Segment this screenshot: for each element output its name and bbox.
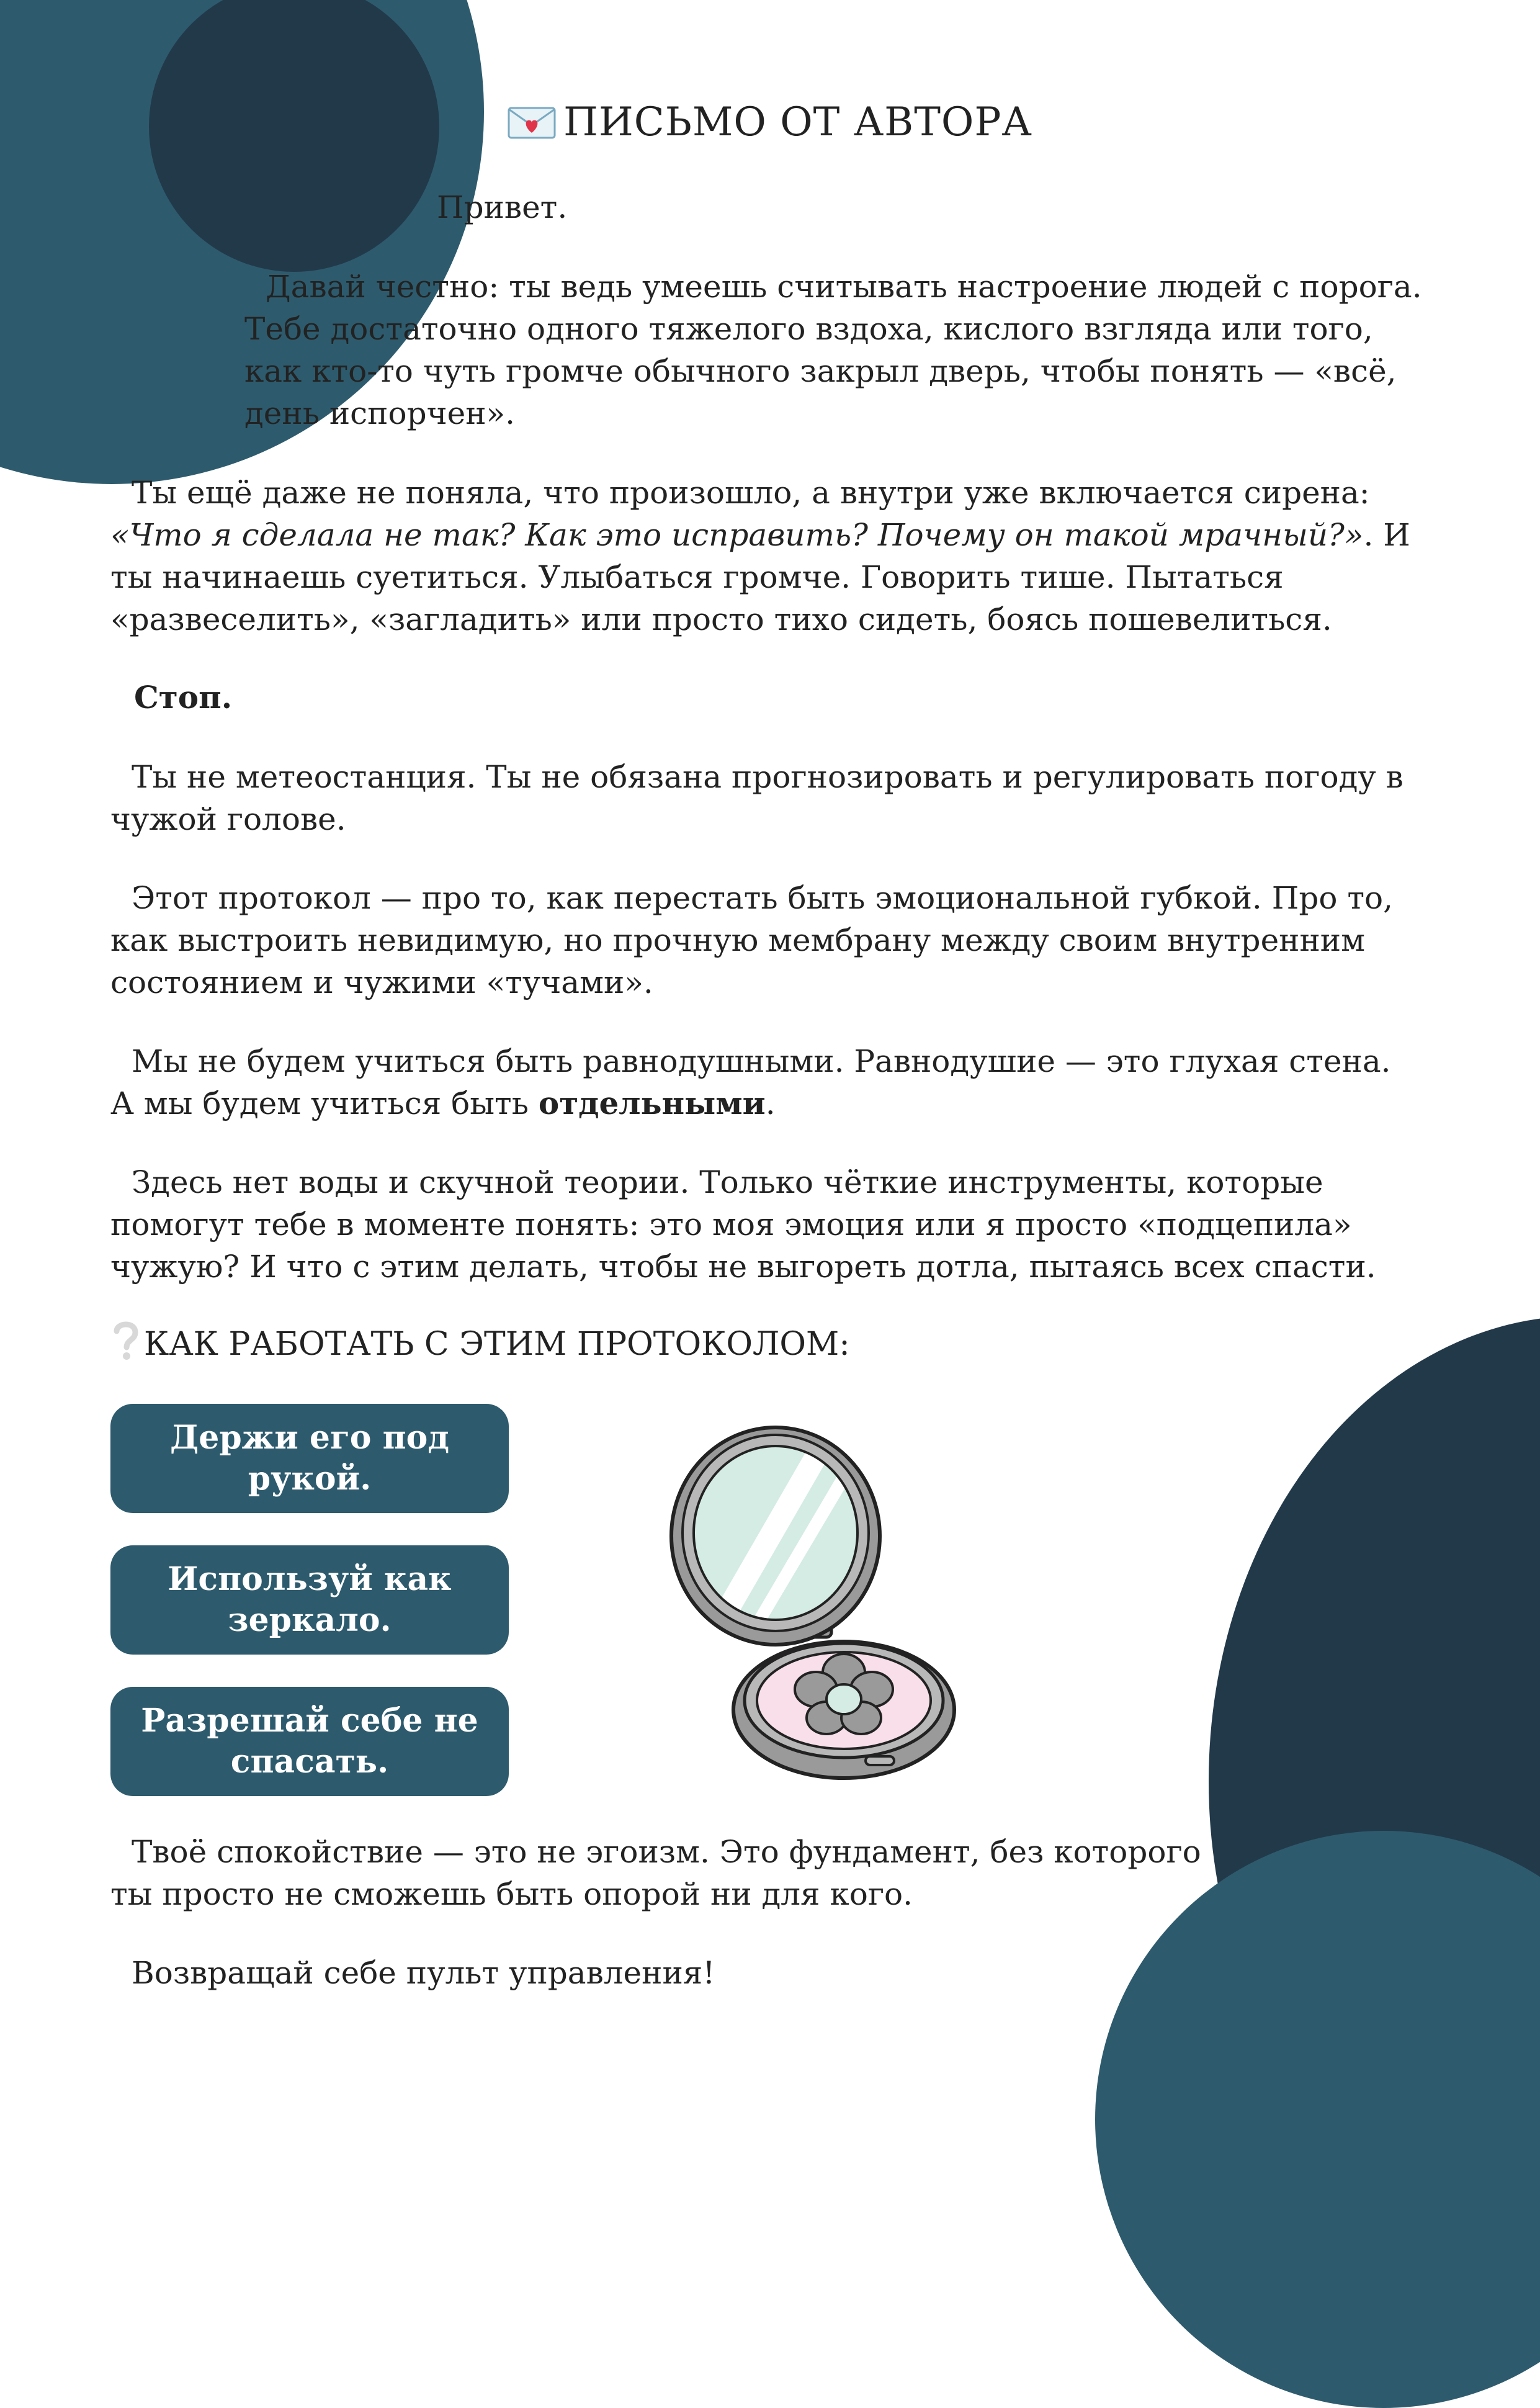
paragraph-tools: Здесь нет воды и скучной теории. Только чёткие инструменты, которые помогут тебе в моменте понять: это моя эмоция или я просто «подцепила» чужую? И что с этим делать, чтобы не выгореть дотла, пытаясь всех спасти. <box>110 1164 1376 1285</box>
decor-circle-teal-bottom-right <box>1095 1831 1540 2408</box>
paragraph-siren: Ты ещё даже не поняла, что произошло, а внутри уже включается сирена: «Что я сделала не так? Как это исправить? Почему он такой мрачный?». И ты начинаешь суетиться. Улыбаться громче. Говорить тише. Пытаться «развеселить», «загладить» или просто тихо сидеть, боясь пошевелиться. <box>110 475 1410 637</box>
section-heading-text: КАК РАБОТАТЬ С ЭТИМ ПРОТОКОЛОМ: <box>144 1326 850 1363</box>
paragraph-calm: Твоё спокойствие — это не эгоизм. Это фундамент, без которого ты просто не сможешь быть опорой ни для кого. <box>110 1834 1201 1912</box>
paragraph-intro: Давай честно: ты ведь умеешь считывать настроение людей с порога. Тебе достаточно одного тяжелого вздоха, кислого взгляда или того, как кто-то чуть громче обычного закрыл дверь, чтобы понять — «всё, день испорчен». <box>244 269 1422 431</box>
section-heading <box>110 1319 850 1363</box>
title-text: ПИСЬМО ОТ АВТОРА <box>563 99 1032 145</box>
greeting: Привет. <box>437 189 568 225</box>
paragraph-weather: Ты не метеостанция. Ты не обязана прогнозировать и регулировать погоду в чужой голове. <box>110 759 1403 837</box>
envelope-heart-icon <box>508 103 556 135</box>
paragraph-protocol: Этот протокол — про то, как перестать быть эмоциональной губкой. Про то, как выстроить невидимую, но прочную мембрану между своим внутренним состоянием и чужими «тучами». <box>110 880 1393 1000</box>
question-mark-icon <box>110 1319 141 1362</box>
compact-mirror-icon <box>664 1421 962 1781</box>
closing-line: Возвращай себе пульт управления! <box>132 1955 715 1991</box>
paragraph-separate: Мы не будем учиться быть равнодушными. Равнодушие — это глухая стена. А мы будем учиться быть отдельными. <box>110 1043 1391 1121</box>
page-title <box>0 99 1540 145</box>
tip-card-1: Держи его под рукой. <box>110 1404 509 1513</box>
tip-card-3: Разрешай себе не спасать. <box>110 1687 509 1796</box>
tip-card-2: Используй как зеркало. <box>110 1545 509 1655</box>
paragraph-stop: Стоп. <box>134 679 233 716</box>
